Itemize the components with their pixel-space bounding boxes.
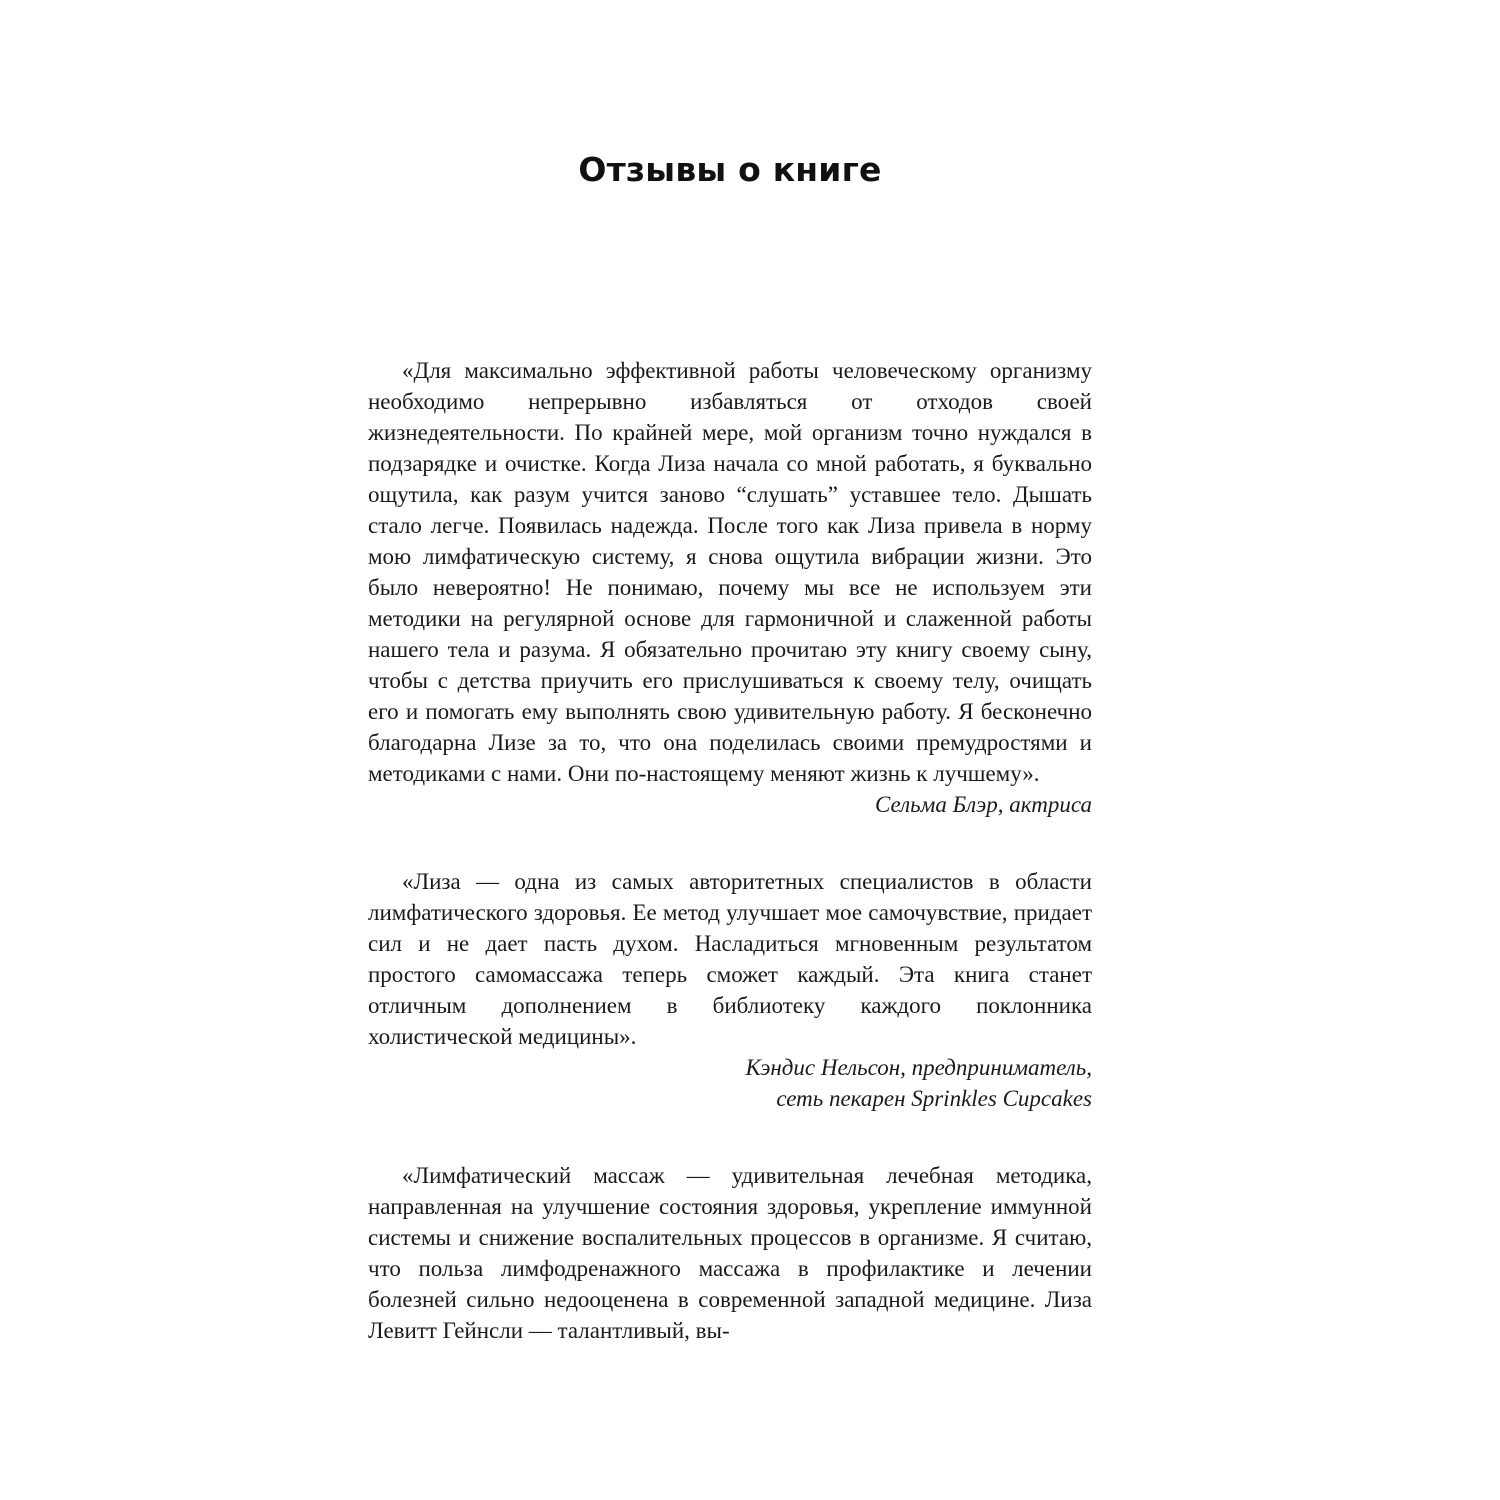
reviews-list (368, 355, 1092, 1392)
review-text: «Лиза — одна из самых авторитетных специалистов в области лимфатического здоровья. Ее метод улучшает мое самочувствие, придает сил и не дает пасть духом. Насладиться мгновенным результатом простого самомассажа теперь сможет каждый. Эта книга станет отличным дополнением в библиотеку каждого поклонника холистической медицины». (368, 869, 1092, 1049)
review-text: «Лимфатический массаж — удивительная лечебная методика, направленная на улучшение состояния здоровья, укрепление иммунной системы и снижение воспалительных процессов в организме. Я считаю, что польза лимфодренажного массажа в профилактике и лечении болезней сильно недооценена в современной западной медицине. Лиза Левитт Гейнсли — талантливый, вы- (368, 1163, 1092, 1343)
review-author-line: сеть пекарен Sprinkles Cupcakes (776, 1086, 1092, 1111)
page-title: Отзывы о книге (578, 150, 882, 189)
review-author (368, 1052, 1092, 1114)
review-item (368, 355, 1092, 820)
review-author-line: Кэндис Нельсон, предприниматель, (745, 1055, 1092, 1080)
review-item (368, 1160, 1092, 1346)
review-text: «Для максимально эффективной работы человеческому организму необходимо непрерывно избавляться от отходов своей жизнедеятельности. По крайней мере, мой организм точно нуждался в подзарядке и очистке. Когда Лиза начала со мной работать, я буквально ощутила, как разум учится заново “слушать” уставшее тело. Дышать стало легче. Появилась надежда. После того как Лиза привела в норму мою лимфатическую систему, я снова ощутила вибрации жизни. Это было невероятно! Не понимаю, почему мы все не используем эти методики на регулярной основе для гармоничной и слаженной работы нашего тела и разума. Я обязательно прочитаю эту книгу своему сыну, чтобы с детства приучить его прислушиваться к своему телу, очищать его и помогать ему выполнять свою удивительную работу. Я бесконечно благодарна Лизе за то, что она поделилась своими премудростями и методиками с нами. Они по-настоящему меняют жизнь к лучшему». (368, 358, 1092, 786)
review-author (368, 789, 1092, 820)
review-author-line: Сельма Блэр, актриса (875, 792, 1092, 817)
review-item (368, 866, 1092, 1114)
